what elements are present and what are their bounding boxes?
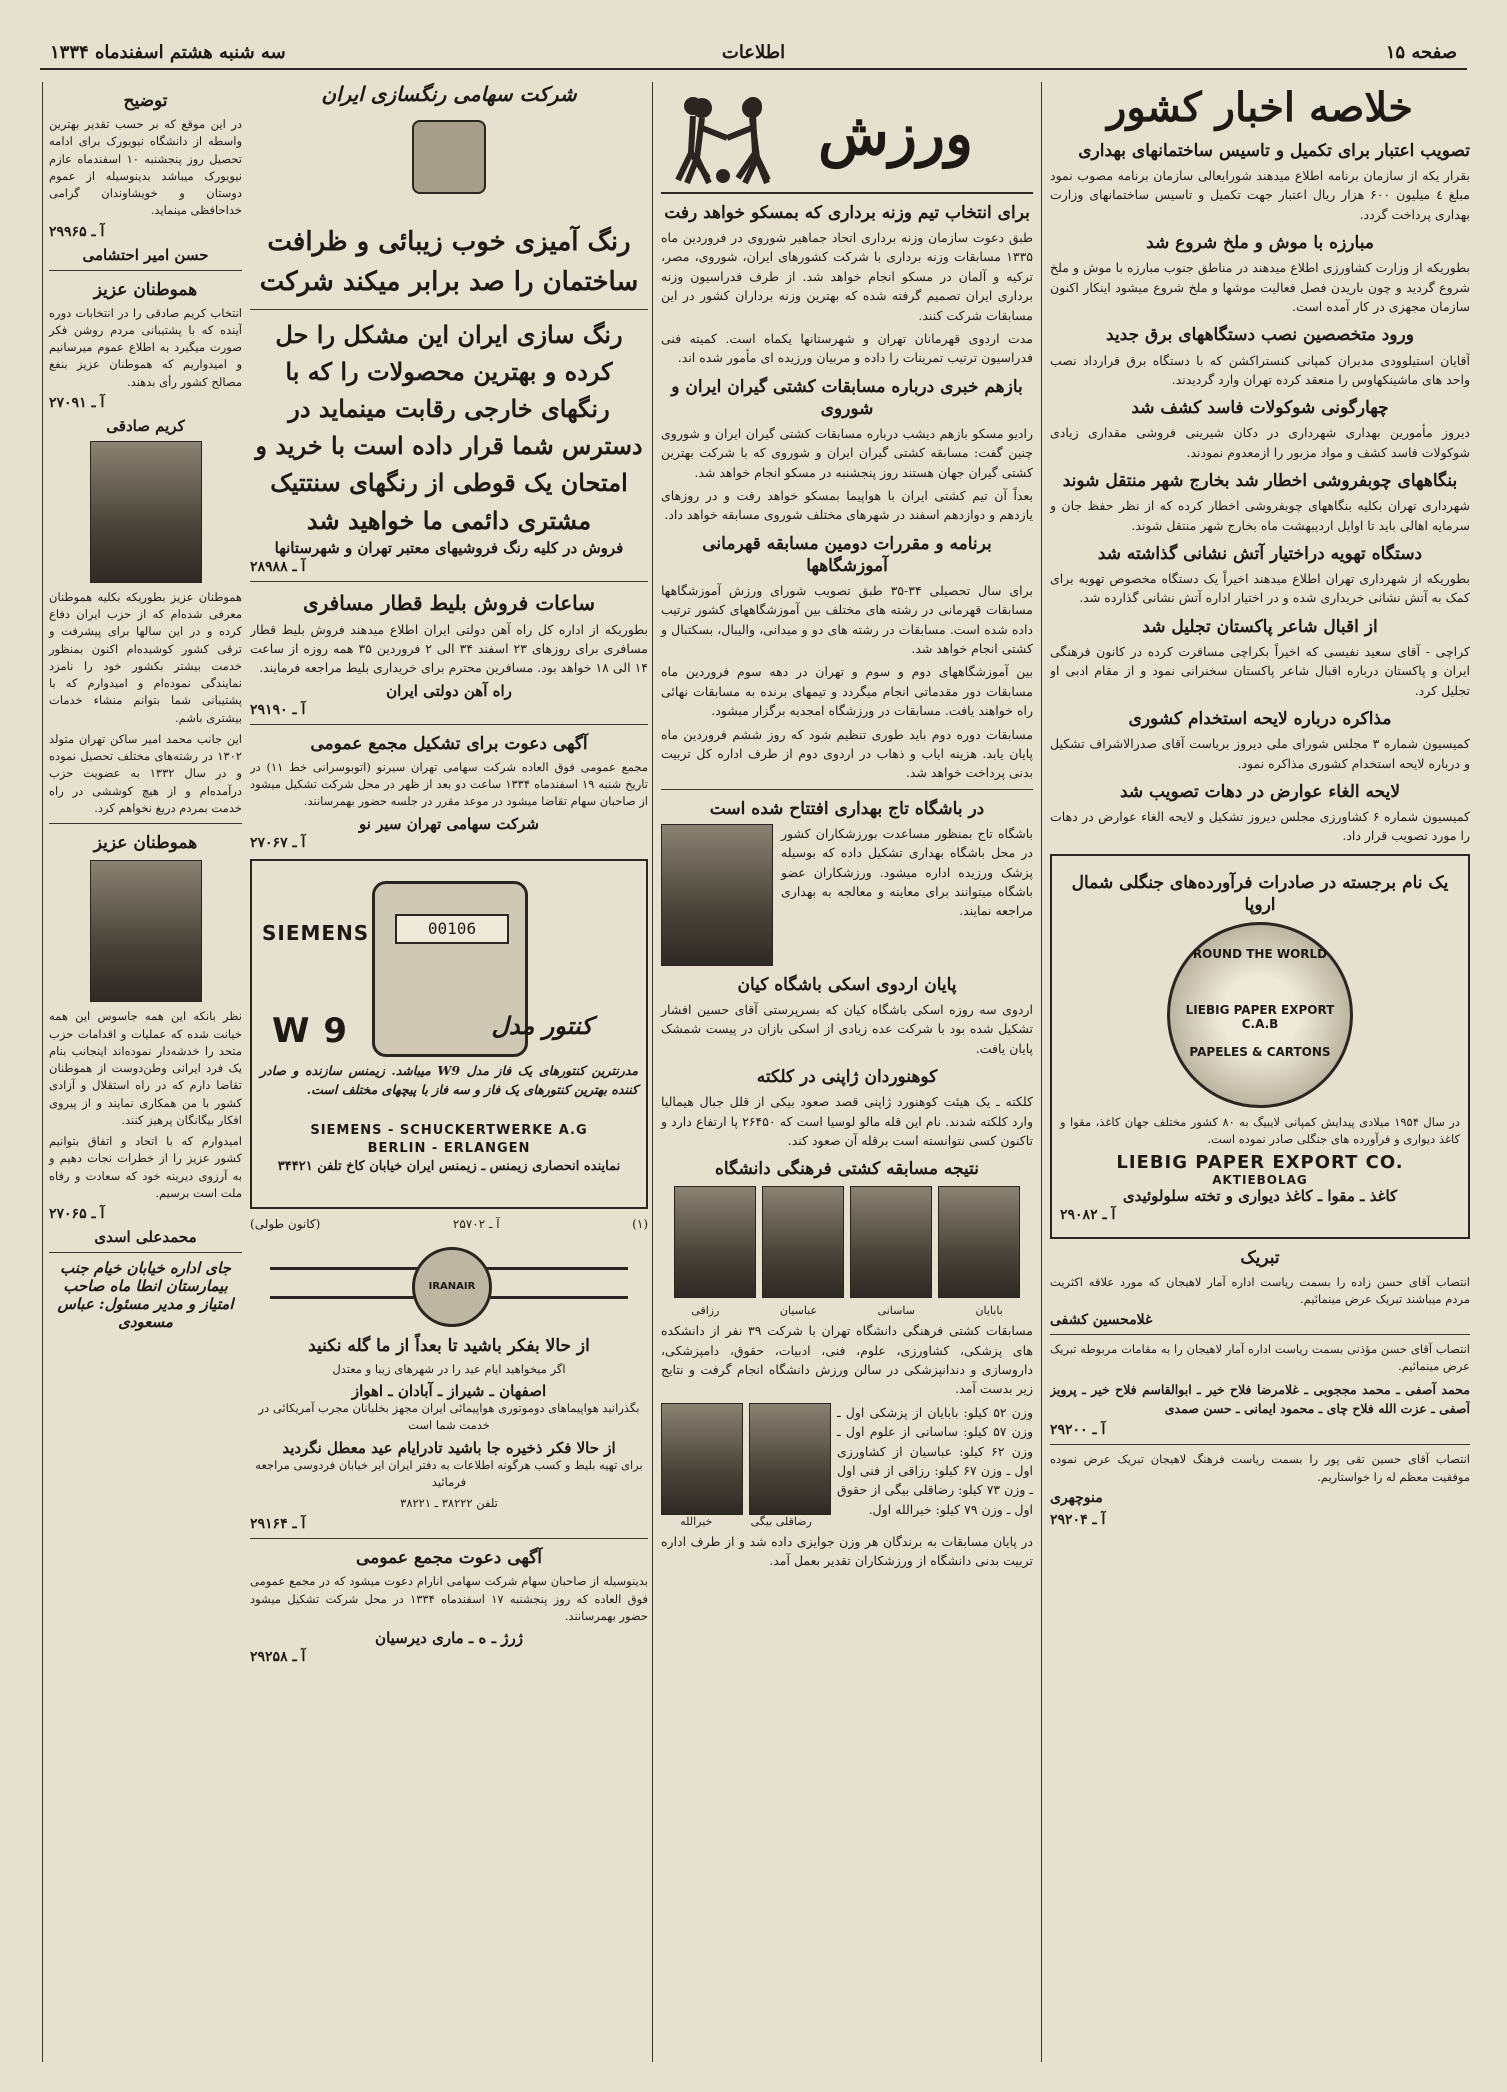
notice-headline: توضیح	[123, 91, 168, 111]
iranair-ad-headline-2: از حالا فکر ذخیره جا باشید تادرایام عید معطل نگردید	[282, 1438, 616, 1457]
notice-body: انتخاب کریم صادقی را در انتخابات دوره آینده که با پشتیبانی مردم روشن فکر صورت میگیرد به اطلاع عموم میرسانیم و امیدواریم که هموطنان عزیز بنفع مصالح کشور رأی بدهند.	[49, 305, 242, 389]
sports-headline: کوهنوردان ژاپنی در کلکته	[756, 1067, 938, 1088]
column-ads	[250, 82, 648, 2062]
column-notices	[42, 82, 242, 2062]
thanks-headline: تبریک	[1240, 1248, 1280, 1269]
sports-title: ورزش	[818, 100, 973, 168]
news-headline: مبارزه با موش و ملخ شروع شد	[1146, 233, 1374, 254]
ad-headline: یک نام برجسته در صادرات فرآورده‌های جنگلی شمال اروپا	[1071, 872, 1449, 915]
photo-caption: عباسیان	[779, 1304, 818, 1318]
news-headline: لایحه الغاء عوارض در دهات تصویب شد	[1119, 781, 1401, 802]
news-body: شهرداری تهران بکلیه بنگاههای چوبفروشی اخطار کرده که از نظر حفظ جان و سرمایه اهالی باید تا اوایل اردیبهشت ماه بخارج شهر منتقل شوند.	[1050, 498, 1470, 533]
masthead	[40, 38, 1467, 70]
ad-number: آ ـ ۲۹۹۶۵	[49, 223, 105, 240]
ad-index: (۱)	[632, 1216, 648, 1231]
iranair-emblem: IRANAIR	[412, 1247, 492, 1327]
siemens-city: BERLIN - ERLANGEN	[367, 1140, 531, 1156]
notice-body: در این موقع که بر حسب تقدیر بهترین واسطه از دانشگاه نیویورک برای ادامه تحصیل روز پنجشنبه ۱۰ اسفندماه عازم نیویورک میباشد بدینوسیله از عموم دوستان و خویشاوندان گرامی خداحافظی مینماید.	[49, 117, 242, 218]
photo-captions	[661, 1304, 1033, 1317]
logo-text: شرکت سهامی رنگسازی ایران	[321, 82, 577, 106]
iranair-ad-body: اگر میخواهید ایام عید را در شهرهای زیبا و معتدل	[332, 1361, 566, 1376]
paper-name: اطلاعات	[721, 42, 786, 63]
divider	[1050, 1444, 1470, 1445]
sports-body: کلکته ـ یک هیئت کوهنورد ژاپنی قصد صعود بیکی از قلل جبال هیمالیا وارد کلکته شدند. نام این قله مالو لوسیا است که ۲۶۴۵۰ پا ارتفاع دارد و تاکنون کسی نتوانسته است برقله آن صعود کند.	[661, 1094, 1033, 1148]
news-body: دیروز مأمورین بهداری شهرداری در دکان شیرینی فروشی مقداری زیادی شوکولات فاسد کشف و مواد مزبور را ازمعدوم نمودند.	[1050, 425, 1470, 460]
notice-signature: محمدعلی اسدی	[94, 1228, 197, 1247]
sports-body: باشگاه تاج بمنظور مساعدت بورزشکاران کشور در محل باشگاه بهداری تشکیل داده که بوسیله پزشک ورزیده اداره میشود. ورزشکاران عضو باشگاه میتوانند برای معاینه و معالجه به بهداری مراجعه نمایند.	[781, 825, 1033, 919]
iranair-logo	[250, 1237, 648, 1327]
siemens-slogan: مدرنترین کنتورهای یک فاز مدل W9 میباشد. زیمنس سازنده و صادر کننده بهترین کنتورهای یک فاز و سه فاز با پیچهای مختلف است.	[260, 1062, 638, 1098]
sports-headline: بازهم خبری درباره مسابقات کشتی گیران ایران و شوروی	[671, 376, 1023, 419]
iranair-ad-headline: از حالا بفکر باشید تا بعداً از ما گله نکنید	[308, 1335, 590, 1356]
iranair-ad-cities: اصفهان ـ شیراز ـ آبادان ـ اهواز	[351, 1382, 547, 1401]
photo-caption: بابایان	[975, 1304, 1003, 1318]
sports-body: بعداً آن تیم کشتی ایران با هواپیما بمسکو خواهد رفت و در روزهای یازدهم و دوازدهم اسفند در شهرهای مختلف شوروی مسابقه خواهد داد.	[661, 488, 1033, 523]
iranair-ad-phone: تلفن ۳۸۲۲۲ ـ ۳۸۲۲۱	[400, 1496, 498, 1511]
divider	[661, 789, 1033, 790]
news-body: کراچی - آقای سعید نفیسی که اخیراً بکراچی مسافرت کرده در کانون فرهنگی ایران و پاکستان درباره اقبال شاعر پاکستان سخنرانی نمود و از مقام ادبی او تجلیل کرد.	[1050, 643, 1470, 698]
paint-ad-body: رنگ سازی ایران این مشکل را حل کرده و بهترین محصولات را که با رنگهای خارجی رقابت مینماید در دسترس شما قرار داده است با خرید و امتحان یک قوطی از رنگهای سنتتیک مشتری دائمی ما خواهید شد	[255, 319, 643, 535]
sports-body: مدت اردوی قهرمانان تهران و شهرستانها یکماه است. کمیته فنی فدراسیون ترتیب تمرینات را داده و مربیان ورزیده ای مأمور شده اند.	[661, 330, 1033, 366]
photo-caption: رضاقلی بیگی	[750, 1514, 812, 1528]
news-body: کمیسیون شماره ۳ مجلس شورای ملی دیروز بریاست آقای صدرالاشراف تشکیل و درباره لایحه استخدام کشوری مذاکره نمود.	[1050, 736, 1470, 771]
train-ad-body: بطوریکه از اداره کل راه آهن دولتی ایران اطلاع میدهند فروش بلیط قطار مسافری برای روزهای ۲۳ اسفند ۳۴ الی ۲ فروردین ۳۵ همه روزه از ساعت ۱۴ الی ۱۸ خواهد بود. مسافرین محترم برای خریداری بلیط مراجعه فرمایند.	[250, 621, 648, 676]
assembly-ad-signature: ژرژ ـ ه ـ ماری دیرسیان	[375, 1629, 523, 1648]
news-body: بطوریکه از شهرداری تهران اطلاع میدهند اخیراً یک دستگاه مخصوص تهویه برای کمک به آتش نشانی خریداری شده و در اختیار اداره آتش نشانی گذارده شد.	[1050, 571, 1470, 606]
ad-number: آ ـ ۲۹۲۵۸	[250, 1649, 306, 1666]
siemens-agent: نماینده انحصاری زیمنس ـ زیمنس ایران خیابان کاخ تلفن ۳۴۴۲۱	[277, 1158, 621, 1174]
ad-number: آ ـ ۲۹۱۹۰	[250, 701, 306, 718]
paint-ad-headline: رنگ آمیزی خوب زیبائی و ظرافت ساختمان را صد برابر میکند شرکت	[259, 227, 639, 298]
ad-products: کاغذ ـ مقوا ـ کاغذ دیواری و تخته سلولوئیدی	[1122, 1187, 1398, 1206]
thanks-body: انتصاب آقای حسن مؤذنی بسمت ریاست اداره آمار لاهیجان را به مقامات مربوطه تبریک عرض مینمائیم.	[1050, 1342, 1470, 1374]
notice-signature: کریم صادقی	[106, 416, 185, 435]
sports-headline: برنامه و مقررات دومین مسابقه قهرمانی آموزشگاهها	[702, 533, 992, 576]
globe-text-mid: LIEBIG PAPER EXPORT C.A.B	[1185, 1002, 1335, 1031]
divider	[250, 724, 648, 725]
wing-right-icon	[478, 1267, 628, 1299]
wing-left-icon	[270, 1267, 420, 1299]
paint-ad-footer: فروش در کلیه رنگ فروشیهای معتبر تهران و شهرستانها	[274, 538, 624, 557]
notice-body: هموطنان عزیز بطوریکه بکلیه هموطنان معرفی شده‌ام که از حزب ایران دفاع کرده و در این سالها برای پیشرفت و ترقی کشور کوشیده‌ام اکنون بمنظور خدمت بیشتر بکشور خود را نامزد نمایندگی نموده‌ام و امیدوارم که با پشتیبانی شما بتوانم منشاء خدمات بیشتری باشم.	[49, 589, 242, 725]
globe-text-top: ROUND THE WORLD	[1192, 946, 1328, 961]
divider	[250, 581, 648, 582]
ad-number: آ ـ ۲۹۲۰۴	[1050, 1511, 1106, 1528]
notice-body: نظر بانکه این همه جاسوس این همه خیانت شده که عملیات و اقدامات حزب متحد را خدشه‌دار نموده‌اند اینجانب بنام یک فرد ایرانی وطن‌دوست از هموطنان تقاضا دارم که در راه استقلال و آزادی کشور با من همکاری نمایند و از پیروی افکار بیگانگان پرهیز کنند.	[49, 1009, 242, 1127]
sports-body: اردوی سه روزه اسکی باشگاه کیان که بسرپرستی آقای حسین افشار تشکیل شده بود با شرکت عده زیادی از اسکی بازان در پیست شمشک پایان یافت.	[661, 1001, 1033, 1056]
iranair-ad-body: برای تهیه بلیط و کسب هرگونه اطلاعات به دفتر ایران ایر خیابان فردوسی مراجعه فرمائید	[255, 1457, 643, 1489]
portrait-photo	[90, 441, 202, 583]
wrestler-photo	[749, 1403, 831, 1515]
wrestler-photo	[762, 1186, 844, 1298]
sports-body: مسابقات کشتی فرهنگی دانشگاه تهران با شرکت ۳۹ نفر از دانشکده های پزشکی، کشاورزی، علوم، فنی، ادبیات، حقوق، دامپزشکی، داروسازی و دندانپزشکی در سالن ورزش دانشگاه انجام گرفت و نتایج زیر بدست آمد.	[661, 1323, 1033, 1397]
sports-body: برای سال تحصیلی ۳۴-۳۵ طبق تصویب شورای ورزش آموزشگاهها مسابقات قهرمانی در رشته های مختلف بین آموزشگاههای کشور ترتیب داده شده است. مسابقات در رشته های دو و میدانی، والیبال، بسکتبال و کشتی انجام خواهد شد.	[661, 582, 1033, 657]
notice-body: امیدوارم که با اتحاد و اتفاق بتوانیم کشور عزیز را از خطرات نجات دهیم و به آرزوی دیرینه خود که سعادت و رفاه ملت است برسیم.	[49, 1134, 242, 1200]
news-body: آقایان استیلوودی مدیران کمپانی کنستراکشن که با دستگاه برق قرارداد نصب واحد های ماشینکهاوس را منعقد کرده تهران وارد گردیدند.	[1050, 352, 1470, 387]
ad-number: آ ـ ۲۷۰۹۱	[49, 394, 105, 411]
news-headline: ورود متخصصین نصب دستگاههای برق جدید	[1106, 325, 1414, 346]
assembly-ad-signature: شرکت سهامی تهران سیر نو	[358, 814, 540, 833]
news-headline: از اقبال شاعر پاکستان تجلیل شد	[1142, 616, 1378, 637]
iranair-ad-body: بگذرانید هواپیماهای دوموتوری هواپیمائی ایران مجهز بخلبانان مجرب آمریکائی در خدمت شما است	[258, 1401, 640, 1433]
wrestler-photo	[674, 1186, 756, 1298]
thanks-signature: منوچهری	[1050, 1489, 1103, 1506]
publisher-imprint: جای اداره خیابان خیام جنب بیمارستان انطا ماه صاحب امتیاز و مدیر مسئول: عباس مسعودی	[57, 1259, 234, 1332]
wrestler-photo	[938, 1186, 1020, 1298]
siemens-model: W 9	[272, 1010, 348, 1051]
divider	[1050, 1334, 1470, 1335]
siemens-footer	[250, 1217, 648, 1231]
meter-dial: 00106	[395, 914, 509, 944]
sports-body: طبق دعوت سازمان وزنه برداری اتحاد جماهیر شوروی در فروردین ماه ۱۳۳۵ مسابقات وزنه برداری با شرکت کشورهای ایران، شوروی، مصر، ترکیه و آلمان در مسکو انجام خواهد شد. از طرف فدراسیون وزنه برداری ایران تصمیم گرفته شده که بهترین وزنه برداران کشور در این مسابقات شرکت کنند.	[661, 230, 1033, 323]
assembly-ad-headline: آگهی دعوت برای تشکیل مجمع عمومی	[310, 733, 588, 754]
sports-headline: در باشگاه تاج بهداری افتتاح شده است	[709, 798, 985, 819]
photo-caption: خیرالله	[680, 1514, 713, 1528]
sports-headline: برای انتخاب تیم وزنه برداری که بمسکو خواهد رفت	[664, 203, 1030, 223]
news-section-title: خلاصه اخبار کشور	[1107, 84, 1413, 131]
divider	[49, 823, 242, 824]
ad-tag: (کانون طولی)	[250, 1216, 321, 1231]
news-body: کمیسیون شماره ۶ کشاورزی مجلس دیروز تشکیل و لایحه الغاء عوارض در دهات را مورد تصویب قرار داد.	[1050, 808, 1470, 844]
ad-number: آ ـ ۲۷۰۶۵	[49, 1206, 105, 1223]
siemens-company: SIEMENS - SCHUCKERTWERKE A.G	[310, 1122, 588, 1138]
liebig-ad	[1050, 854, 1470, 1240]
portrait-photo	[661, 824, 773, 966]
ad-number: آ ـ ۲۵۷۰۲	[452, 1216, 500, 1231]
sports-headline: پایان اردوی اسکی باشگاه کیان	[737, 974, 957, 995]
sports-body: بین آموزشگاههای دوم و سوم و تهران در دهه سوم فروردین ماه مسابقات دور مقدماتی انجام میگردد و تیمهای برنده به مسابقات نهائی راه خواهند یافت. مسابقات در ورزشگاه امجدیه برگزار میشود.	[661, 664, 1033, 719]
notice-signature: حسن امیر احتشامی	[82, 245, 209, 264]
sports-header	[661, 82, 1033, 194]
globe-text-bottom: PAPELES & CARTONS	[1189, 1044, 1331, 1059]
divider	[49, 1252, 242, 1253]
assembly-ad-headline: آگهی دعوت مجمع عمومی	[355, 1548, 543, 1569]
divider	[250, 1538, 648, 1539]
siemens-model-fa: کنتور مدل	[491, 1010, 593, 1040]
thanks-body: انتصاب آقای حسن زاده را بسمت ریاست اداره آمار لاهیجان که مورد علاقه اکثریت مردم میباشند تبریک عرض مینمائیم.	[1050, 1274, 1470, 1306]
news-headline: بنگاههای چوبفروشی اخطار شد بخارج شهر منتقل شوند	[1062, 471, 1458, 492]
assembly-ad-body: مجمع عمومی فوق العاده شرکت سهامی تهران سیرنو (اتوبوسرانی خط ۱۱) در تاریخ شنبه ۱۹ اسفندماه ۱۳۳۴ ساعت دو بعد از ظهر در محل شرکت تشکیل میشود از صاحبان سهام تقاضا میشود در موعد مقرر در جلسه حضور بهمرسانند.	[250, 759, 648, 809]
thanks-names: محمد آصفی ـ محمد مججوبی ـ غلامرضا فلاح خیر ـ ابوالقاسم فلاح خیر ـ پرویز آصفی ـ عزت الله فلاح چای ـ محمود ایمانی ـ حسن صمدی	[1050, 1381, 1470, 1416]
ad-number: آ ـ ۲۷۰۶۷	[250, 834, 306, 851]
page-number: صفحه ۱۵	[1385, 42, 1457, 63]
news-body: بقرار یکه از سازمان برنامه اطلاع میدهند شورایعالی سازمان برنامه مصوب نمود مبلغ ٤ میلیون ۶٠٠ هزار ریال اعتبار جهت تکمیل و تاسیس ساختمانهای وزارت بهداری پرداخت گردد.	[1050, 168, 1470, 222]
train-ad-signature: راه آهن دولتی ایران	[386, 681, 512, 700]
paint-company-logo	[250, 82, 648, 222]
assembly-ad-body: بدینوسیله از صاحبان سهام شرکت سهامی انارام دعوت میشود که در مجمع عمومی فوق العاده که روز پنجشنبه ۱۷ اسفندماه ۱۳۳۴ در محل شرکت تشکیل میشود حضور بهمرسانند.	[250, 1574, 648, 1623]
photo-caption: رزاقی	[691, 1304, 720, 1318]
deer-logo-icon	[412, 120, 486, 194]
news-headline: تصویب اعتبار برای تکمیل و تاسیس ساختمانهای بهداری	[1078, 141, 1470, 161]
sports-body: مسابقات دوره دوم باید طوری تنظیم شود که روز ششم فروردین ماه پایان یابد. هزینه ایاب و ذهاب در اردوی دوم از طرف اداره کل تربیت بدنی پرداخت خواهد شد.	[661, 726, 1033, 781]
thanks-signature: غلامحسین کشفی	[1050, 1312, 1153, 1328]
notice-headline: هموطنان عزیز	[93, 279, 198, 300]
column-sports	[652, 82, 1042, 2062]
divider	[250, 309, 648, 310]
notice-headline: هموطنان عزیز	[93, 833, 198, 854]
wrestler-photo	[850, 1186, 932, 1298]
column-news	[1050, 82, 1470, 2062]
sports-body: رادیو مسکو بازهم دیشب درباره مسابقات کشتی گیران ایران و شوروی چنین گفت: مسابقه کشتی گیران ایران و شوروی که با شرکت بهترین کشتی گیران جهان هستند روز پنجشنبه در مسکو انجام خواهد شد.	[661, 425, 1033, 480]
news-body: بطوریکه از وزارت کشاورزی اطلاع میدهند در مناطق جنوب مبارزه با موش و ملخ شروع گردید و چون باریدن فصل فعالیت موشها و ملخ شروع میشود اینکار اکنون سازمان مجهزی در کار آمده است.	[1050, 260, 1470, 315]
siemens-ad	[250, 859, 648, 1209]
sports-headline: نتیجه مسابقه کشتی فرهنگی دانشگاه	[714, 1159, 980, 1180]
news-headline: دستگاه تهویه دراختیار آتش نشانی گذاشته شد	[1097, 543, 1423, 564]
ad-number: آ ـ ۲۹۰۸۲	[1060, 1207, 1116, 1224]
news-headline: چهارگونی شوکولات فاسد کشف شد	[1131, 398, 1389, 419]
wrestler-photos	[661, 1186, 1033, 1298]
siemens-brand: SIEMENS	[262, 920, 370, 945]
ad-body: در سال ۱۹۵۴ میلادی پیدایش کمپانی لایبیگ به ۸٠ کشور مختلف جهان کاغذ، مقوا و کاغذ دیواری و فرآورده های جنگلی صادر نموده است.	[1060, 1114, 1460, 1147]
issue-date: سه شنبه هشتم اسفندماه ۱۳۳۴	[50, 42, 286, 63]
news-headline: مذاکره درباره لایحه استخدام کشوری	[1128, 709, 1392, 730]
train-ad-headline: ساعات فروش بلیط قطار مسافری	[302, 590, 596, 615]
sports-body: وزن ۵۲ کیلو: بابایان از پزشکی اول ـ وزن ۵۷ کیلو: ساسانی از علوم اول ـ وزن ۶۲ کیلو: عباسیان از کشاورزی اول ـ وزن ۶۷ کیلو: رزاقی از فنی اول ـ وزن ۷۳ کیلو: رضاقلی بیگی از حقوق اول ـ وزن ۷۹ کیلو: خیرالله اول.	[837, 1404, 1034, 1517]
globe-logo	[1167, 922, 1353, 1108]
ad-number: آ ـ ۲۹۱۶۴	[250, 1516, 306, 1533]
footballers-illustration-icon	[663, 88, 783, 188]
notice-body: این جانب محمد امیر ساکن تهران متولد ۱۳۰۲ در رشته‌های مختلف تحصیل نموده و در سال ۱۳۳۲ به عضویت حزب درآمده‌ام و از هیچ کوششی در راه خدمت بمردم دریغ نخواهم کرد.	[49, 731, 242, 815]
thanks-body: انتصاب آقای حسین تقی پور را بسمت ریاست فرهنگ لاهیجان تبریک عرض نموده موفقیت معظم له را خواستاریم.	[1050, 1452, 1470, 1484]
wrestler-photo	[661, 1403, 743, 1515]
sports-body: در پایان مسابقات به برندگان هر وزن جوایزی داده شد و از طرف اداره تربیت بدنی دانشگاه از ورزشکاران تقدیر بعمل آمد.	[661, 1533, 1033, 1569]
ad-number: آ ـ ۲۹۲۰۰	[1050, 1422, 1106, 1439]
divider	[49, 270, 242, 271]
ad-number: آ ـ ۲۸۹۸۸	[250, 558, 306, 575]
portrait-photo	[90, 860, 202, 1002]
ad-company: LIEBIG PAPER EXPORT CO.	[1116, 1152, 1404, 1174]
photo-caption: ساسانی	[877, 1304, 915, 1318]
ad-company-sub: AKTIEBOLAG	[1212, 1173, 1308, 1188]
